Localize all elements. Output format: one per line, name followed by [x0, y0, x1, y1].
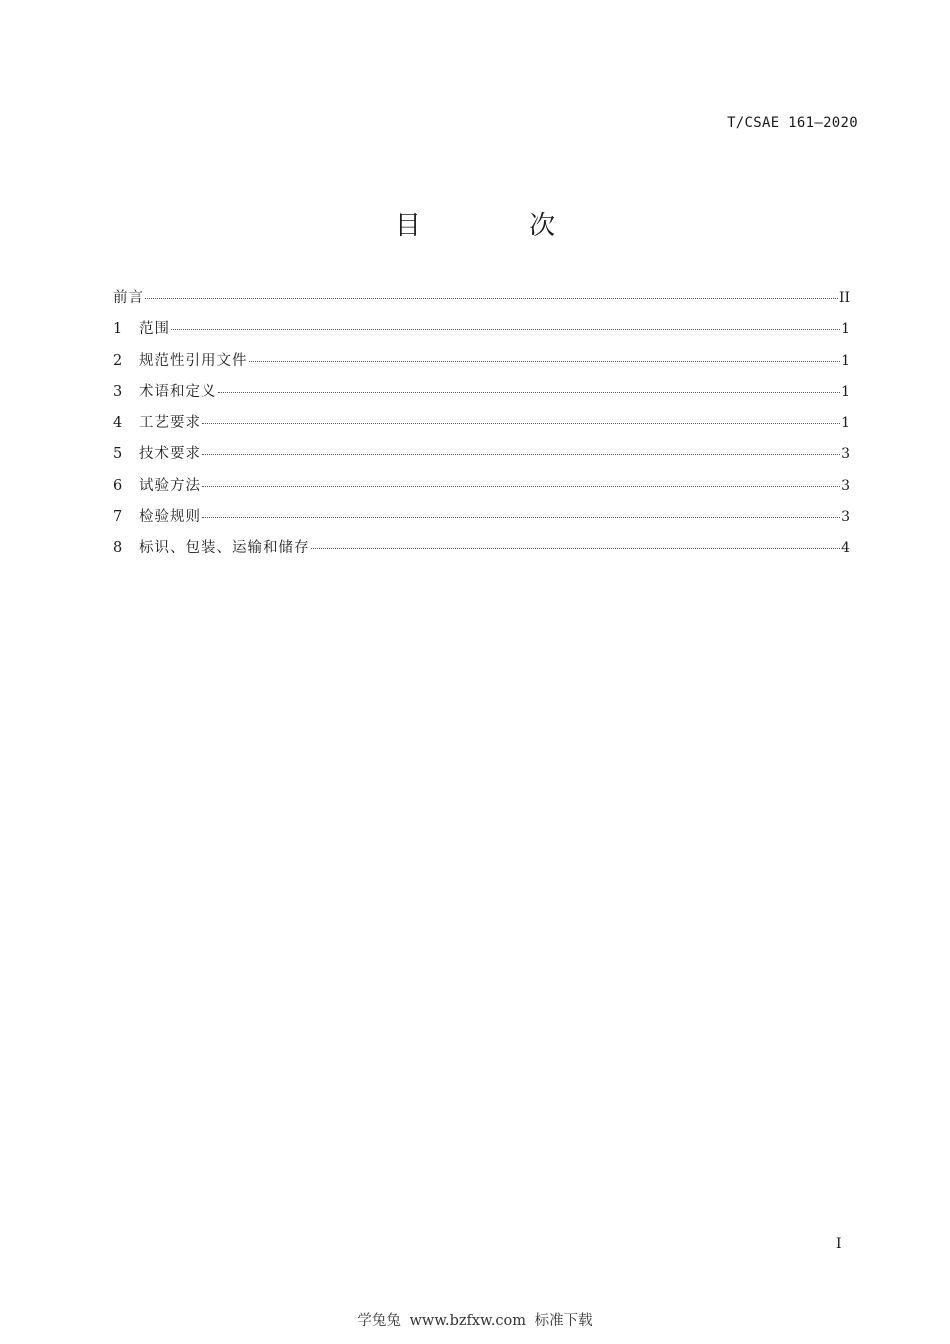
- toc-leader-dots: [249, 360, 841, 362]
- toc-entry-label: 范围: [139, 321, 170, 338]
- toc-entry-label: 检验规则: [139, 509, 201, 526]
- toc-entry-test-methods[interactable]: [113, 474, 850, 505]
- toc-entry-number: 6: [113, 477, 123, 494]
- toc-list: [113, 286, 850, 568]
- toc-entry-label: 标识、包装、运输和储存: [139, 540, 310, 557]
- toc-entry-technical-requirements[interactable]: [113, 442, 850, 473]
- toc-leader-dots: [202, 422, 840, 424]
- toc-leader-dots: [171, 328, 840, 330]
- toc-entry-label: 前言: [113, 290, 144, 306]
- toc-entry-label: 术语和定义: [139, 383, 217, 400]
- toc-entry-inspection-rules[interactable]: [113, 505, 850, 536]
- toc-entry-page: 3: [841, 477, 850, 494]
- toc-entry-page: II: [838, 290, 850, 306]
- toc-entry-number: 8: [113, 540, 123, 557]
- toc-leader-dots: [218, 391, 841, 393]
- toc-entry-page: 4: [841, 540, 850, 557]
- toc-entry-foreword[interactable]: [113, 286, 850, 317]
- toc-entry-page: 3: [841, 509, 850, 526]
- toc-entry-number: 5: [113, 446, 123, 463]
- toc-entry-page: 1: [841, 321, 850, 338]
- document-code: T/CSAE 161—2020: [727, 115, 858, 131]
- toc-entry-page: 1: [841, 352, 850, 369]
- toc-leader-dots: [202, 485, 840, 487]
- toc-entry-number: 4: [113, 415, 123, 432]
- toc-leader-dots: [202, 453, 840, 455]
- toc-entry-normative-references[interactable]: [113, 349, 850, 380]
- page-number: I: [836, 1236, 842, 1252]
- toc-entry-page: 3: [841, 446, 850, 463]
- toc-entry-number: 1: [113, 321, 123, 338]
- toc-entry-terms-definitions[interactable]: [113, 380, 850, 411]
- toc-entry-process-requirements[interactable]: [113, 411, 850, 442]
- toc-entry-label: 工艺要求: [139, 415, 201, 432]
- footer-watermark: 学兔兔 www.bzfxw.com 标准下载: [357, 1313, 593, 1329]
- toc-entry-marking-packaging[interactable]: [113, 536, 850, 567]
- toc-entry-label: 技术要求: [139, 446, 201, 463]
- toc-entry-page: 1: [841, 383, 850, 400]
- toc-entry-number: 3: [113, 383, 123, 400]
- toc-entry-label: 试验方法: [139, 477, 201, 494]
- toc-title: 目 次: [394, 211, 606, 241]
- toc-entry-page: 1: [841, 415, 850, 432]
- toc-entry-label: 规范性引用文件: [139, 352, 248, 369]
- toc-leader-dots: [145, 297, 838, 299]
- toc-entry-number: 7: [113, 509, 123, 526]
- toc-entry-scope[interactable]: [113, 317, 850, 348]
- toc-leader-dots: [311, 547, 841, 549]
- toc-leader-dots: [202, 516, 840, 518]
- toc-entry-number: 2: [113, 352, 123, 369]
